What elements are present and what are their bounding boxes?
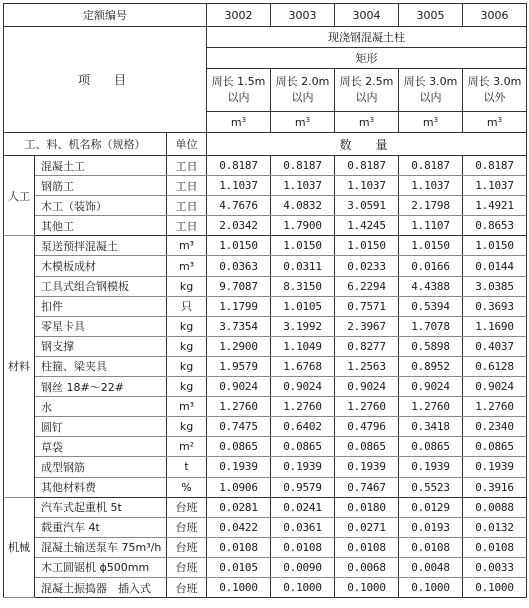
- quantity-cell: 1.4245: [335, 216, 399, 236]
- unit-text: m: [230, 115, 242, 129]
- quota-code: 3004: [335, 4, 399, 27]
- table-row: [4, 256, 527, 276]
- quantity-cell: 0.4037: [463, 336, 527, 356]
- quantity-cell: 0.0865: [335, 437, 399, 457]
- table-row: [4, 517, 527, 537]
- quantity-cell: 0.3916: [463, 477, 527, 497]
- quantity-cell: 0.0088: [463, 497, 527, 517]
- unit-text: m: [294, 115, 306, 129]
- quantity-cell: 0.0129: [399, 497, 463, 517]
- quota-code: 3005: [399, 4, 463, 27]
- table-row: [4, 557, 527, 577]
- size-line-2: 以内: [291, 91, 314, 104]
- quantity-cell: 1.9579: [207, 356, 271, 376]
- size-line-1: 周长 2.0m: [275, 75, 330, 88]
- quantity-cell: 1.0150: [207, 236, 271, 256]
- resource-unit: kg: [167, 336, 207, 356]
- resource-name: 木工圆锯机 ϕ500mm: [35, 557, 167, 577]
- table-row: [4, 477, 527, 497]
- spec-title: 现浇钢混凝土柱: [207, 27, 527, 48]
- unit-sup: 3: [241, 115, 247, 124]
- resource-unit: 工日: [167, 156, 207, 176]
- resource-unit: kg: [167, 316, 207, 336]
- table-row: [4, 537, 527, 557]
- resource-unit: 工日: [167, 176, 207, 196]
- quantity-cell: 0.7571: [335, 296, 399, 316]
- unit-sup: 3: [305, 115, 311, 124]
- quantity-cell: 0.0865: [399, 437, 463, 457]
- resource-unit: 台班: [167, 577, 207, 597]
- header-row-labels: [4, 133, 527, 156]
- quantity-cell: 1.2563: [335, 356, 399, 376]
- quantity-cell: 0.1939: [399, 457, 463, 477]
- quantity-label: 数 量: [207, 133, 527, 156]
- size-line-1: 周长 3.0m: [403, 75, 458, 88]
- quantity-cell: 0.9024: [207, 377, 271, 397]
- size-header: [463, 69, 527, 112]
- quantity-cell: 4.7676: [207, 196, 271, 216]
- quantity-cell: 0.6128: [463, 356, 527, 376]
- quantity-cell: 0.0241: [271, 497, 335, 517]
- quantity-cell: 0.9024: [271, 377, 335, 397]
- resource-unit: 只: [167, 296, 207, 316]
- quantity-cell: 0.5394: [399, 296, 463, 316]
- quantity-cell: 0.0108: [271, 537, 335, 557]
- quantity-cell: 0.9579: [271, 477, 335, 497]
- size-line-2: 以内: [227, 91, 250, 104]
- quantity-cell: 0.1939: [271, 457, 335, 477]
- quantity-cell: 4.0832: [271, 196, 335, 216]
- table-row: [4, 176, 527, 196]
- quantity-cell: 0.0865: [271, 437, 335, 457]
- quantity-cell: 2.1798: [399, 196, 463, 216]
- group-label: 人工: [4, 156, 35, 236]
- table-row: [4, 196, 527, 216]
- quantity-cell: 9.7087: [207, 276, 271, 296]
- size-line-1: 周长 2.5m: [339, 75, 394, 88]
- quantity-cell: 0.0361: [271, 517, 335, 537]
- size-unit: [463, 112, 527, 133]
- quantity-cell: 3.0591: [335, 196, 399, 216]
- resource-name: 木模板成材: [35, 256, 167, 276]
- unit-sup: 3: [497, 115, 503, 124]
- quantity-cell: 0.0068: [335, 557, 399, 577]
- quantity-cell: 1.1037: [399, 176, 463, 196]
- quantity-cell: 1.2760: [271, 397, 335, 417]
- table-row: [4, 397, 527, 417]
- quantity-cell: 0.0108: [207, 537, 271, 557]
- resource-name: 其他工: [35, 216, 167, 236]
- resource-unit: kg: [167, 417, 207, 437]
- quantity-cell: 0.2340: [463, 417, 527, 437]
- table-row: [4, 356, 527, 376]
- table-row: [4, 296, 527, 316]
- quantity-cell: 0.0281: [207, 497, 271, 517]
- resource-name: 钢支撑: [35, 336, 167, 356]
- quantity-cell: 1.7900: [271, 216, 335, 236]
- quantity-cell: 0.8277: [335, 336, 399, 356]
- quantity-cell: 0.0048: [399, 557, 463, 577]
- name-label: 工、料、机名称（规格）: [4, 133, 167, 156]
- resource-name: 其他材料费: [35, 477, 167, 497]
- quota-code: 3006: [463, 4, 527, 27]
- resource-name: 载重汽车 4t: [35, 517, 167, 537]
- resource-name: 钢丝 18#～22#: [35, 377, 167, 397]
- resource-name: 汽车式起重机 5t: [35, 497, 167, 517]
- quantity-cell: 0.6402: [271, 417, 335, 437]
- header-row-codes: [4, 4, 527, 27]
- resource-unit: 工日: [167, 216, 207, 236]
- quantity-cell: 1.1037: [207, 176, 271, 196]
- quantity-cell: 1.1690: [463, 316, 527, 336]
- quantity-cell: 1.2900: [207, 336, 271, 356]
- resource-unit: %: [167, 477, 207, 497]
- size-line-2: 以内: [355, 91, 378, 104]
- quantity-cell: 1.6768: [271, 356, 335, 376]
- size-unit: [335, 112, 399, 133]
- quantity-cell: 0.4796: [335, 417, 399, 437]
- quantity-cell: 0.0090: [271, 557, 335, 577]
- quantity-cell: 1.2760: [463, 397, 527, 417]
- resource-name: 工具式组合钢模板: [35, 276, 167, 296]
- table-row: [4, 336, 527, 356]
- quantity-cell: 0.3693: [463, 296, 527, 316]
- unit-text: m: [358, 115, 370, 129]
- quantity-cell: 0.0193: [399, 517, 463, 537]
- resource-name: 泵送预拌混凝土: [35, 236, 167, 256]
- resource-unit: m³: [167, 236, 207, 256]
- quantity-cell: 1.0105: [271, 296, 335, 316]
- size-header: [335, 69, 399, 112]
- table-row: [4, 497, 527, 517]
- quantity-cell: 0.0108: [335, 537, 399, 557]
- quantity-cell: 0.0422: [207, 517, 271, 537]
- quantity-cell: 2.3967: [335, 316, 399, 336]
- quantity-cell: 1.1049: [271, 336, 335, 356]
- quota-code: 3002: [207, 4, 271, 27]
- size-header: [399, 69, 463, 112]
- group-label: 材料: [4, 236, 35, 497]
- quantity-cell: 1.0906: [207, 477, 271, 497]
- unit-sup: 3: [369, 115, 375, 124]
- resource-name: 柱箍、梁夹具: [35, 356, 167, 376]
- quantity-cell: 4.4388: [399, 276, 463, 296]
- quantity-cell: 1.0150: [335, 236, 399, 256]
- quantity-cell: 0.0865: [463, 437, 527, 457]
- quantity-cell: 0.0105: [207, 557, 271, 577]
- quantity-cell: 0.9024: [463, 377, 527, 397]
- resource-name: 成型钢筋: [35, 457, 167, 477]
- quantity-cell: 1.0150: [463, 236, 527, 256]
- resource-name: 混凝土振捣器 插入式: [35, 577, 167, 597]
- resource-name: 草袋: [35, 437, 167, 457]
- size-line-1: 周长 1.5m: [211, 75, 266, 88]
- quantity-cell: 0.8952: [399, 356, 463, 376]
- size-header: [271, 69, 335, 112]
- resource-name: 混凝土工: [35, 156, 167, 176]
- quantity-cell: 0.5523: [399, 477, 463, 497]
- table-row: [4, 457, 527, 477]
- resource-name: 圆钉: [35, 417, 167, 437]
- size-unit: [271, 112, 335, 133]
- resource-name: 水: [35, 397, 167, 417]
- quantity-cell: 0.8187: [335, 156, 399, 176]
- resource-unit: kg: [167, 276, 207, 296]
- quantity-cell: 0.0108: [463, 537, 527, 557]
- quantity-cell: 1.1037: [463, 176, 527, 196]
- item-label: 项 目: [4, 27, 207, 133]
- quantity-cell: 0.0271: [335, 517, 399, 537]
- quota-table: [3, 3, 527, 598]
- quantity-cell: 0.7467: [335, 477, 399, 497]
- quantity-cell: 0.0233: [335, 256, 399, 276]
- quantity-cell: 0.9024: [399, 377, 463, 397]
- resource-unit: m³: [167, 397, 207, 417]
- resource-name: 零星卡具: [35, 316, 167, 336]
- resource-unit: 台班: [167, 517, 207, 537]
- quantity-cell: 0.8653: [463, 216, 527, 236]
- header-row-spec: [4, 27, 527, 48]
- resource-unit: 台班: [167, 537, 207, 557]
- quantity-cell: 1.1037: [335, 176, 399, 196]
- quota-code: 3003: [271, 4, 335, 27]
- resource-unit: kg: [167, 356, 207, 376]
- size-line-2: 以外: [483, 91, 506, 104]
- quantity-cell: 0.8187: [207, 156, 271, 176]
- resource-unit: m²: [167, 437, 207, 457]
- quantity-cell: 0.1939: [463, 457, 527, 477]
- group-label: 机械: [4, 497, 35, 597]
- table-row: [4, 216, 527, 236]
- quantity-cell: 0.9024: [335, 377, 399, 397]
- quantity-cell: 0.0033: [463, 557, 527, 577]
- table-row: [4, 316, 527, 336]
- quantity-cell: 0.3418: [399, 417, 463, 437]
- resource-unit: kg: [167, 377, 207, 397]
- size-unit: [207, 112, 271, 133]
- resource-name: 木工（装饰）: [35, 196, 167, 216]
- quantity-cell: 0.1000: [271, 577, 335, 597]
- resource-unit: t: [167, 457, 207, 477]
- quantity-cell: 0.1939: [335, 457, 399, 477]
- resource-unit: 工日: [167, 196, 207, 216]
- quantity-cell: 1.7078: [399, 316, 463, 336]
- resource-name: 混凝土输送泵车 75m³/h: [35, 537, 167, 557]
- resource-name: 钢筋工: [35, 176, 167, 196]
- quantity-cell: 0.0108: [399, 537, 463, 557]
- quantity-cell: 0.5898: [399, 336, 463, 356]
- quantity-cell: 1.1107: [399, 216, 463, 236]
- table-row: [4, 577, 527, 597]
- quantity-cell: 0.0132: [463, 517, 527, 537]
- quantity-cell: 1.1037: [271, 176, 335, 196]
- quantity-cell: 0.0311: [271, 256, 335, 276]
- size-header: [207, 69, 271, 112]
- unit-label: 单位: [167, 133, 207, 156]
- quantity-cell: 6.2294: [335, 276, 399, 296]
- table-row: [4, 236, 527, 256]
- size-line-2: 以内: [419, 91, 442, 104]
- quota-number-label: 定额编号: [4, 4, 207, 27]
- table-row: [4, 156, 527, 176]
- quantity-cell: 0.8187: [271, 156, 335, 176]
- quantity-cell: 0.0180: [335, 497, 399, 517]
- quantity-cell: 0.0363: [207, 256, 271, 276]
- unit-text: m: [422, 115, 434, 129]
- quantity-cell: 0.1939: [207, 457, 271, 477]
- quantity-cell: 1.2760: [399, 397, 463, 417]
- quantity-cell: 0.8187: [399, 156, 463, 176]
- quantity-cell: 0.8187: [463, 156, 527, 176]
- quantity-cell: 0.1000: [399, 577, 463, 597]
- table-row: [4, 276, 527, 296]
- quantity-cell: 8.3150: [271, 276, 335, 296]
- quantity-cell: 0.0144: [463, 256, 527, 276]
- size-unit: [399, 112, 463, 133]
- sub-title: 矩形: [207, 48, 527, 69]
- quantity-cell: 0.0166: [399, 256, 463, 276]
- quantity-cell: 1.2760: [207, 397, 271, 417]
- quantity-cell: 3.0385: [463, 276, 527, 296]
- quantity-cell: 1.1799: [207, 296, 271, 316]
- resource-unit: m³: [167, 256, 207, 276]
- quantity-cell: 2.0342: [207, 216, 271, 236]
- quantity-cell: 0.1000: [207, 577, 271, 597]
- quantity-cell: 0.1000: [463, 577, 527, 597]
- quota-table-container: [3, 3, 526, 605]
- quantity-cell: 0.1000: [335, 577, 399, 597]
- quantity-cell: 3.7354: [207, 316, 271, 336]
- table-row: [4, 377, 527, 397]
- resource-name: 扣件: [35, 296, 167, 316]
- size-line-1: 周长 3.0m: [467, 75, 522, 88]
- quantity-cell: 1.0150: [399, 236, 463, 256]
- quantity-cell: 3.1992: [271, 316, 335, 336]
- resource-unit: 台班: [167, 497, 207, 517]
- unit-text: m: [486, 115, 498, 129]
- quantity-cell: 1.4921: [463, 196, 527, 216]
- quantity-cell: 0.0865: [207, 437, 271, 457]
- quantity-cell: 0.7475: [207, 417, 271, 437]
- quantity-cell: 1.0150: [271, 236, 335, 256]
- quantity-cell: 1.2760: [335, 397, 399, 417]
- table-row: [4, 417, 527, 437]
- unit-sup: 3: [433, 115, 439, 124]
- resource-unit: 台班: [167, 557, 207, 577]
- table-row: [4, 437, 527, 457]
